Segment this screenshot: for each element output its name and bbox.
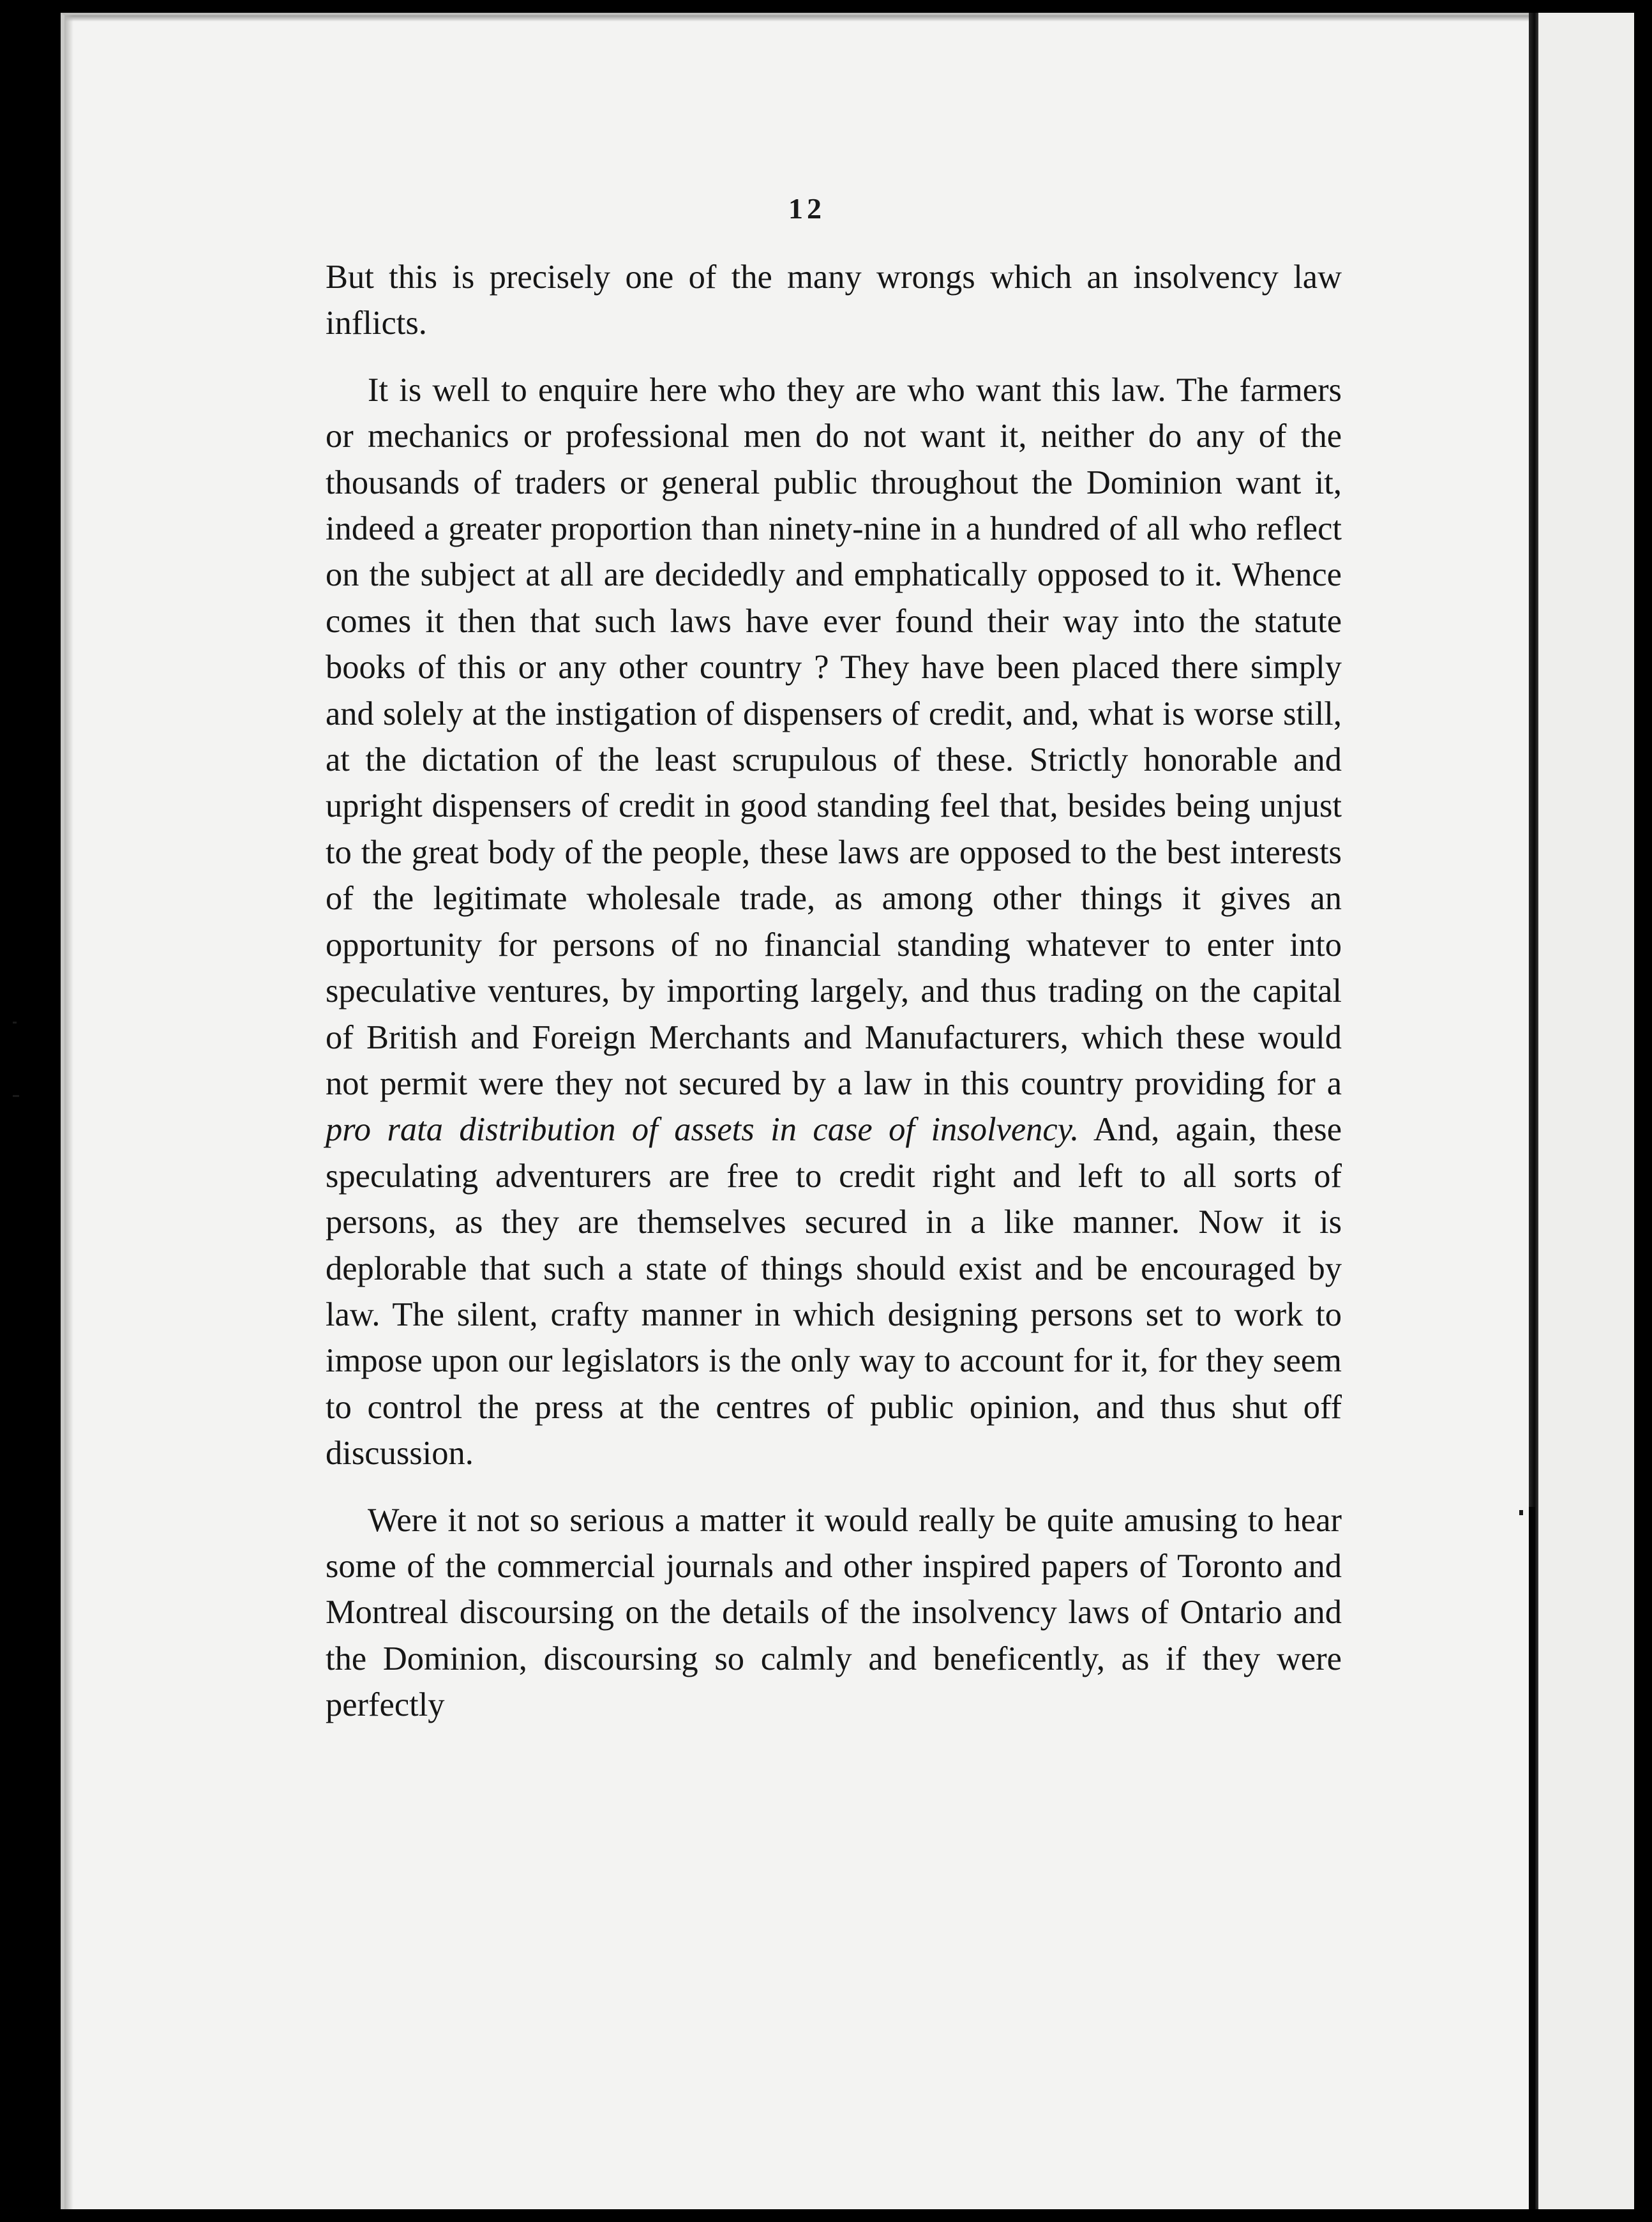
paragraph-3: Were it not so serious a matter it would really be quite amusing to hear some of the commercial journals and other inspired papers of Toronto and Montreal discoursing on the details of the insolvency laws of Ontario and the Dominion, discoursing so calmly and beneficently, as if they were perfectly bbox=[326, 1501, 1342, 1724]
paragraph-2-italic-phrase: pro rata distribution of assets in case of insolvency. bbox=[326, 1111, 1079, 1149]
scan-speck bbox=[13, 1095, 19, 1097]
scan-speck bbox=[13, 1022, 17, 1024]
body-text bbox=[326, 254, 1342, 1728]
paragraph-2-text-before-italic: It is well to enquire here who they are who want this law. The farmers or mechanics or professional men do not want it, neither do any of the thousands of traders or general public throughout the Dominion want it, indeed a greater proportion than ninety-nine in a hundred of all who reflect on the subject at all are decidedly and emphatically opposed to it. Whence comes it then that such laws have ever found their way into the statute books of this or any other country ? They have been placed there simply and solely at the instigation of dispensers of credit, and, what is worse still, at the dictation of the least scrupulous of these. Strictly honorable and upright dispensers of credit in good standing feel that, besides being unjust to the great body of the people, these laws are opposed to the best interests of the legitimate wholesale trade, as among other things it gives an opportunity for persons of no financial standing whatever to enter into speculative ventures, by importing largely, and thus trading on the capital of British and Foreign Merchants and Manufacturers, which these would not permit were they not secured by a law in this country providing for a bbox=[326, 371, 1342, 1102]
scan-speck bbox=[1519, 1510, 1523, 1515]
page-top-shadow bbox=[64, 15, 1529, 22]
paragraph-2-text-after-italic: And, again, these speculating adventurers are free to credit right and left to all sorts of persons, as they are themselves secured in a like manner. Now it is deplorable that such a state of things should exist and be encouraged by law. The silent, crafty manner in which designing persons set to work to impose upon our legislators is the only way to account for it, for they seem to control the press at the centres of public opinion, and thus shut off discussion. bbox=[326, 1111, 1342, 1472]
paragraph-1: But this is precisely one of the many wrongs which an insolvency law inflicts. bbox=[326, 259, 1342, 342]
facing-page-dark-edge bbox=[1529, 1507, 1535, 2209]
page-number: 12 bbox=[788, 192, 825, 225]
page-left-shadow bbox=[64, 15, 73, 2209]
paragraph-2 bbox=[326, 367, 1342, 1477]
facing-page-edge bbox=[1538, 13, 1634, 2209]
